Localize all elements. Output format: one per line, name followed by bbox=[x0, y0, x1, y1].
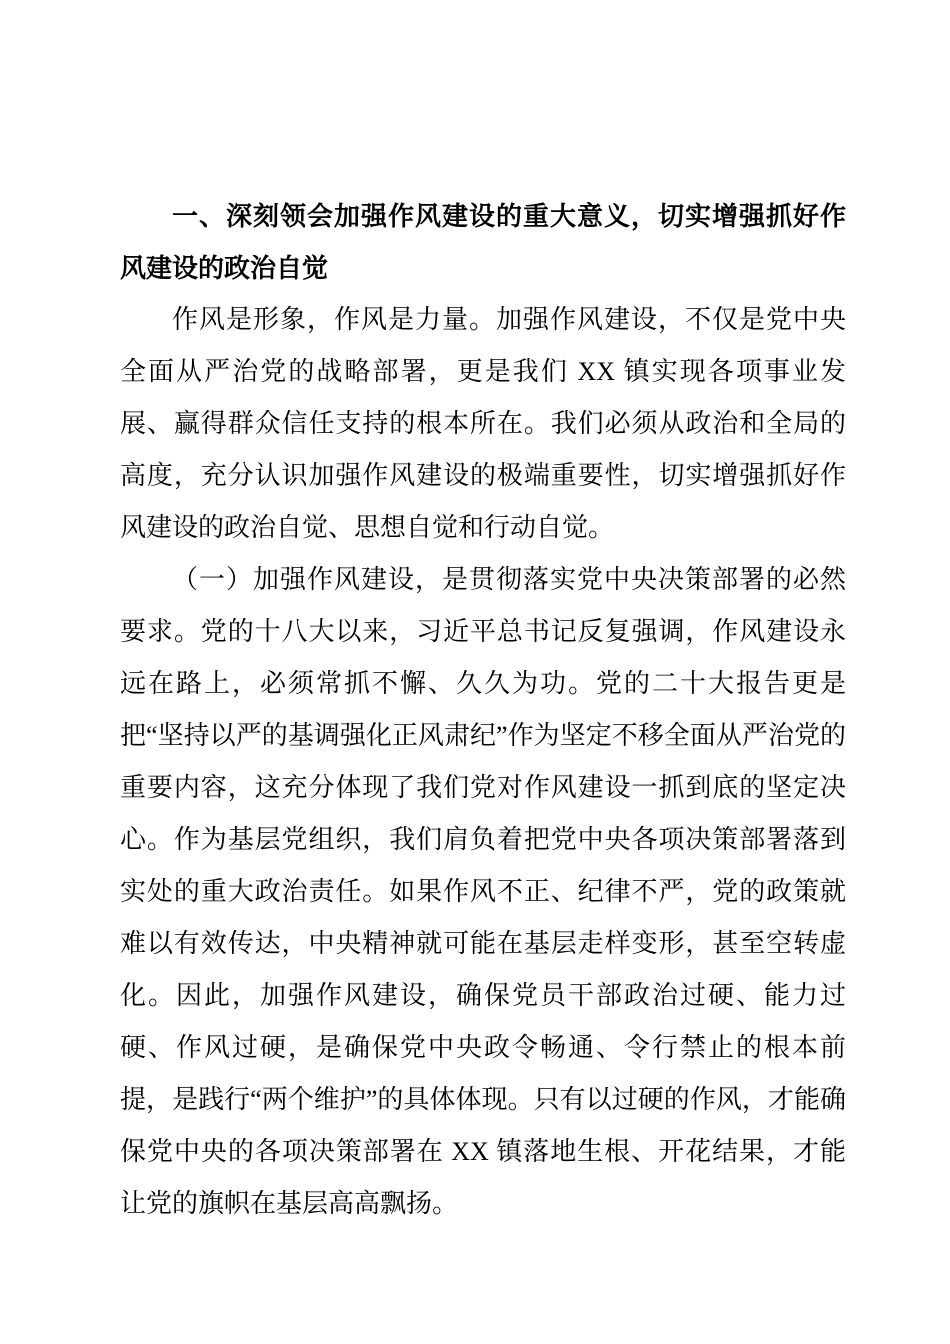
body-paragraph-2: （一）加强作风建设，是贯彻落实党中央决策部署的必然要求。党的十八大以来，习近平总书记反复强调，作风建设永远在路上，必须常抓不懈、久久为功。党的二十大报告更是把“坚持以严的基调强化正风肃纪”作为坚定不移全面从严治党的重要内容，这充分体现了我们党对作风建设一抓到底的坚定决心。作为基层党组织，我们肩负着把党中央各项决策部署落到实处的重大政治责任。如果作风不正、纪律不严，党的政策就难以有效传达，中央精神就可能在基层走样变形，甚至空转虚化。因此，加强作风建设，确保党员干部政治过硬、能力过硬、作风过硬，是确保党中央政令畅通、令行禁止的根本前提，是践行“两个维护”的具体体现。只有以过硬的作风，才能确保党中央的各项决策部署在 XX 镇落地生根、开花结果，才能让党的旗帜在基层高高飘扬。 bbox=[120, 565, 846, 1218]
body-paragraph-1: 作风是形象，作风是力量。加强作风建设，不仅是党中央全面从严治党的战略部署，更是我们 XX 镇实现各项事业发展、赢得群众信任支持的根本所在。我们必须从政治和全局的高度，充分认识加强作风建设的极端重要性，切实增强抓好作风建设的政治自觉、思想自觉和行动自觉。 bbox=[120, 305, 846, 542]
section-heading: 一、深刻领会加强作风建设的重大意义，切实增强抓好作风建设的政治自觉 bbox=[120, 201, 846, 283]
